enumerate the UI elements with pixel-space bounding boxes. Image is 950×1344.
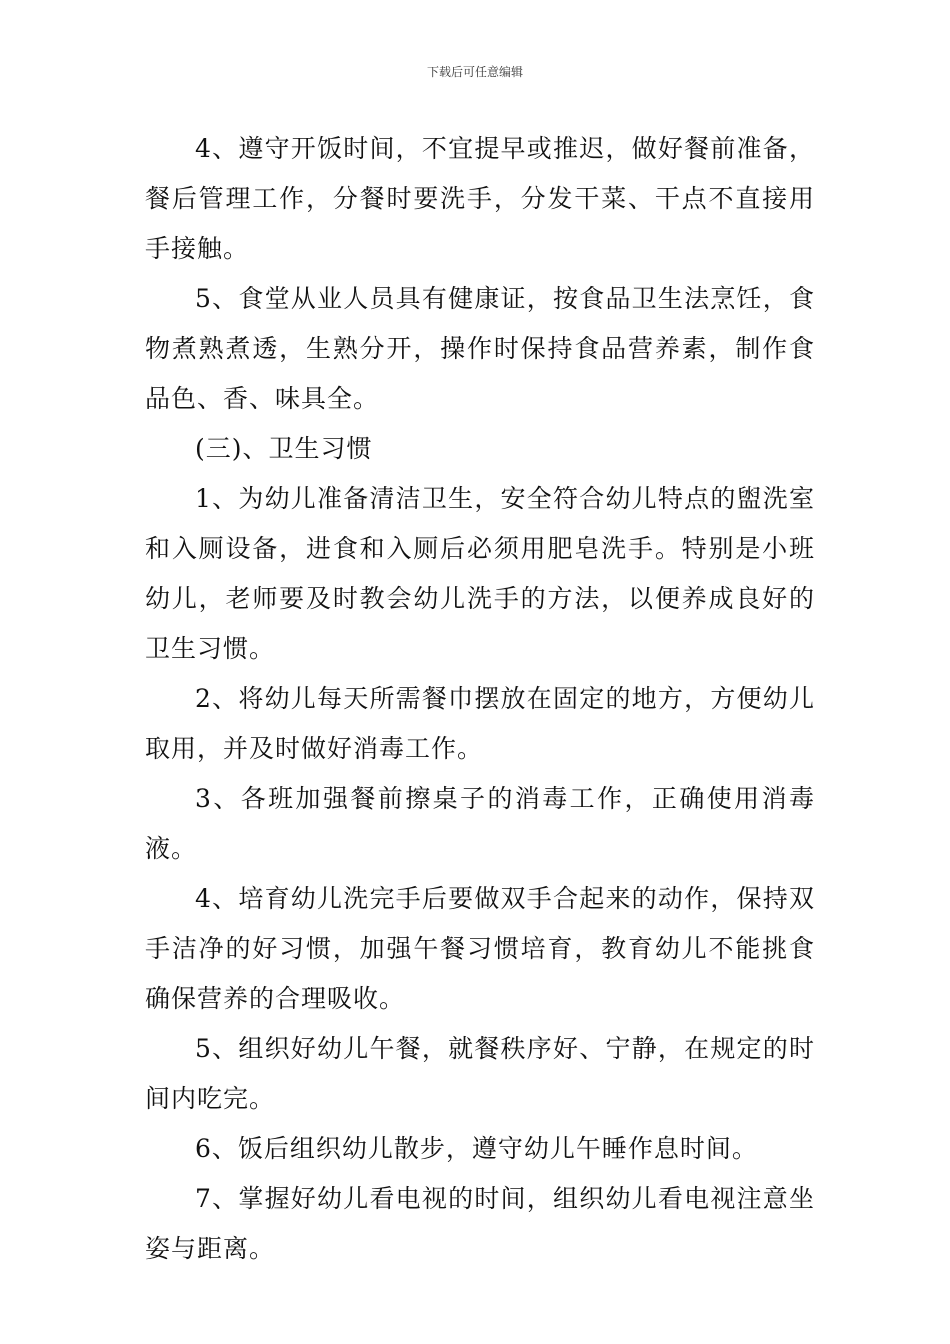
paragraph-after-meal-walk: 6、饭后组织幼儿散步，遵守幼儿午睡作息时间。 <box>195 1134 758 1163</box>
document-body <box>145 124 815 1274</box>
paragraph-clean-hands-habit: 4、培育幼儿洗完手后要做双手合起来的动作，保持双手洁净的好习惯，加强午餐习惯培育，教育幼儿不能挑食确保营养的合理吸收。 <box>145 884 815 1013</box>
section-heading-hygiene-habits: (三)、卫生习惯 <box>195 434 373 463</box>
paragraph-table-disinfection: 3、各班加强餐前擦桌子的消毒工作，正确使用消毒液。 <box>145 784 815 863</box>
paragraph-tv-time: 7、掌握好幼儿看电视的时间，组织幼儿看电视注意坐姿与距离。 <box>145 1184 815 1263</box>
paragraph-lunch-order: 5、组织好幼儿午餐，就餐秩序好、宁静，在规定的时间内吃完。 <box>145 1034 815 1113</box>
paragraph-napkins: 2、将幼儿每天所需餐巾摆放在固定的地方，方便幼儿取用，并及时做好消毒工作。 <box>145 684 815 763</box>
paragraph-canteen-staff: 5、食堂从业人员具有健康证，按食品卫生法烹饪，食物煮熟煮透，生熟分开，操作时保持食品营养素，制作食品色、香、味具全。 <box>145 284 815 413</box>
header-note: 下载后可任意编辑 <box>426 65 523 79</box>
paragraph-meal-time: 4、遵守开饭时间，不宜提早或推迟，做好餐前准备，餐后管理工作，分餐时要洗手，分发干菜、干点不直接用手接触。 <box>145 134 815 263</box>
paragraph-handwashing-facilities: 1、为幼儿准备清洁卫生，安全符合幼儿特点的盥洗室和入厕设备，进食和入厕后必须用肥皂洗手。特别是小班幼儿，老师要及时教会幼儿洗手的方法，以便养成良好的卫生习惯。 <box>145 484 815 663</box>
